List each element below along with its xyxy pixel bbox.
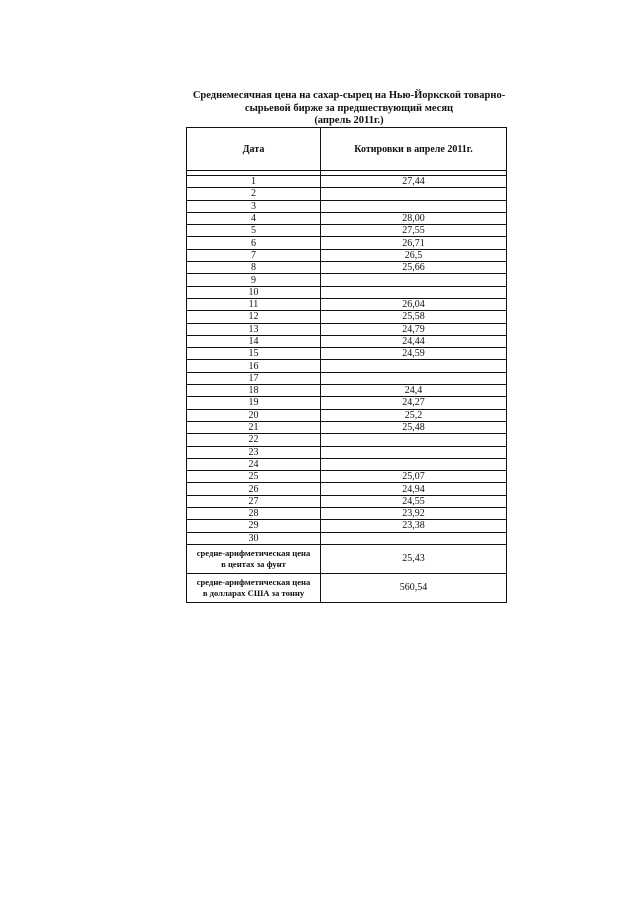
table-row [187, 532, 507, 544]
row-date: 17 [187, 372, 321, 384]
table-row [187, 409, 507, 421]
table-row [187, 508, 507, 520]
row-price: 24,4 [321, 385, 507, 397]
row-date: 6 [187, 237, 321, 249]
table-row [187, 311, 507, 323]
table-row [187, 495, 507, 507]
row-price: 25,48 [321, 421, 507, 433]
row-date: 28 [187, 508, 321, 520]
row-price: 23,38 [321, 520, 507, 532]
summary-label-cents [187, 544, 321, 573]
row-date: 22 [187, 434, 321, 446]
row-price: 26,04 [321, 298, 507, 310]
row-price [321, 446, 507, 458]
row-date: 7 [187, 249, 321, 261]
row-price: 24,79 [321, 323, 507, 335]
row-price [321, 532, 507, 544]
table-row [187, 323, 507, 335]
row-date: 9 [187, 274, 321, 286]
table-row [187, 200, 507, 212]
quotes-table [186, 127, 507, 603]
summary-row-cents [187, 544, 507, 573]
row-price [321, 274, 507, 286]
row-price [321, 434, 507, 446]
summary-label-dollars [187, 573, 321, 602]
table-row [187, 483, 507, 495]
row-price: 24,94 [321, 483, 507, 495]
table-body [187, 176, 507, 603]
table-row [187, 434, 507, 446]
row-price: 27,44 [321, 176, 507, 188]
table-row [187, 397, 507, 409]
row-price: 24,59 [321, 348, 507, 360]
document-title [188, 90, 510, 128]
row-date: 19 [187, 397, 321, 409]
row-price: 28,00 [321, 212, 507, 224]
table-row [187, 286, 507, 298]
header-quotes: Котировки в апреле 2011г. [321, 128, 507, 171]
header-date: Дата [187, 128, 321, 171]
table-row [187, 335, 507, 347]
row-date: 15 [187, 348, 321, 360]
row-date: 29 [187, 520, 321, 532]
row-price: 23,92 [321, 508, 507, 520]
summary-row-dollars [187, 573, 507, 602]
row-price [321, 360, 507, 372]
row-date: 18 [187, 385, 321, 397]
row-date: 20 [187, 409, 321, 421]
row-price [321, 286, 507, 298]
summary-value-cents: 25,43 [321, 544, 507, 573]
table-row [187, 458, 507, 470]
table-row [187, 360, 507, 372]
row-date: 1 [187, 176, 321, 188]
row-price: 26,5 [321, 249, 507, 261]
row-price [321, 200, 507, 212]
row-date: 14 [187, 335, 321, 347]
row-date: 5 [187, 225, 321, 237]
table-row [187, 188, 507, 200]
table-row [187, 274, 507, 286]
row-date: 4 [187, 212, 321, 224]
table-row [187, 372, 507, 384]
row-date: 10 [187, 286, 321, 298]
table-row [187, 446, 507, 458]
title-line-2: сырьевой бирже за предшествующий месяц [244, 102, 454, 114]
row-price: 25,07 [321, 471, 507, 483]
row-date: 11 [187, 298, 321, 310]
table-row [187, 225, 507, 237]
summary-label-cents-line1: средне-арифметическая цена [196, 547, 311, 558]
row-price: 24,44 [321, 335, 507, 347]
row-date: 3 [187, 200, 321, 212]
title-line-3: (апрель 2011г.) [314, 115, 384, 126]
row-date: 21 [187, 421, 321, 433]
table-row [187, 212, 507, 224]
table-row [187, 348, 507, 360]
table-row [187, 249, 507, 261]
row-price: 24,55 [321, 495, 507, 507]
row-date: 23 [187, 446, 321, 458]
row-date: 30 [187, 532, 321, 544]
table-row [187, 520, 507, 532]
table-row [187, 176, 507, 188]
row-price: 24,27 [321, 397, 507, 409]
table-row [187, 262, 507, 274]
row-price [321, 372, 507, 384]
table-row [187, 421, 507, 433]
row-date: 16 [187, 360, 321, 372]
row-date: 12 [187, 311, 321, 323]
table-row [187, 385, 507, 397]
row-price: 25,66 [321, 262, 507, 274]
row-date: 8 [187, 262, 321, 274]
table-row [187, 298, 507, 310]
row-price: 27,55 [321, 225, 507, 237]
row-date: 25 [187, 471, 321, 483]
summary-label-dollars-line1: средне-арифметическая цена [196, 576, 311, 587]
table-header-row [187, 128, 507, 171]
row-date: 27 [187, 495, 321, 507]
summary-label-dollars-line2: в долларах США за тонну [202, 587, 305, 598]
title-line-1: Среднемесячная цена на сахар-сырец на Нью-Йоркской товарно- [192, 90, 506, 101]
row-date: 2 [187, 188, 321, 200]
row-date: 13 [187, 323, 321, 335]
table-row [187, 471, 507, 483]
row-price [321, 188, 507, 200]
table-row [187, 237, 507, 249]
row-price: 26,71 [321, 237, 507, 249]
row-price: 25,2 [321, 409, 507, 421]
row-date: 26 [187, 483, 321, 495]
summary-value-dollars: 560,54 [321, 573, 507, 602]
row-price: 25,58 [321, 311, 507, 323]
summary-label-cents-line2: в центах за фунт [221, 558, 286, 569]
row-price [321, 458, 507, 470]
row-date: 24 [187, 458, 321, 470]
